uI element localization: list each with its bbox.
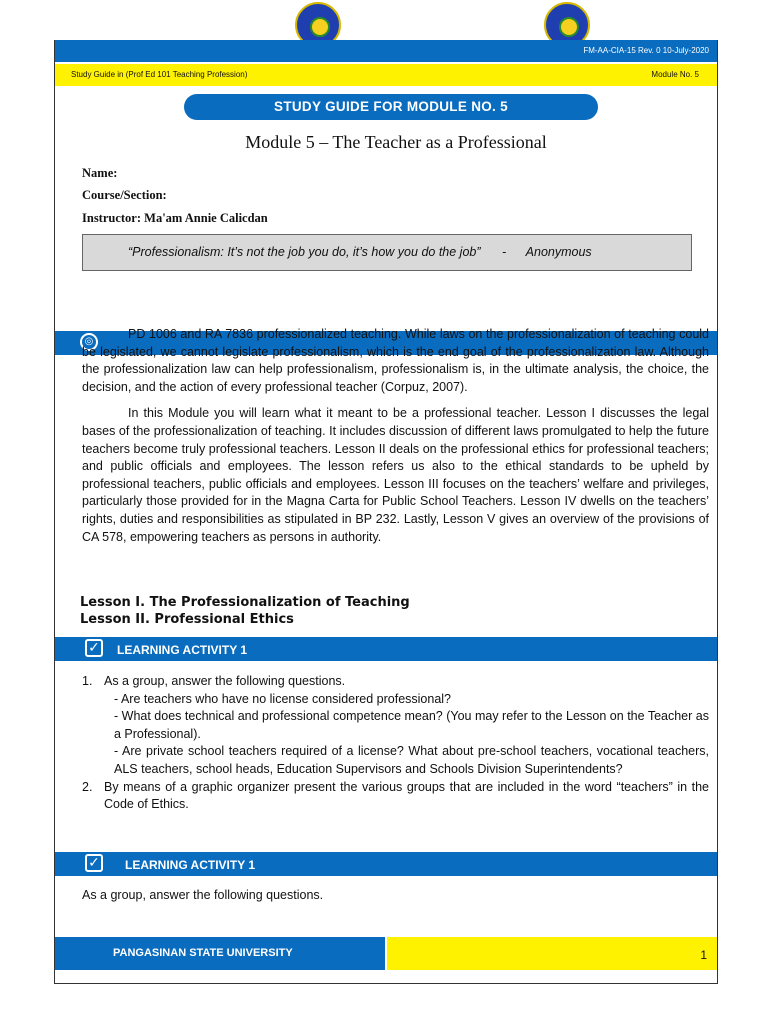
- module-number: Module No. 5: [651, 70, 699, 79]
- activity-label-1: LEARNING ACTIVITY 1: [117, 643, 248, 657]
- sub-item: - Are private school teachers required of a license? What about pre-school teachers, vocational teachers, ALS teachers, school heads, Education Supervisors and Schools Division Superintendents?: [114, 744, 709, 776]
- instructor-field: Instructor: Ma'am Annie Calicdan: [82, 211, 268, 225]
- study-guide-banner: STUDY GUIDE FOR MODULE NO. 5: [184, 94, 598, 120]
- lesson-heading-1: Lesson I. The Professionalization of Teaching: [80, 595, 410, 610]
- sub-item: - What does technical and professional competence mean? (You may refer to the Lesson on the Teacher as a Professional).: [114, 709, 709, 741]
- quote-author: Anonymous: [525, 245, 592, 259]
- list-item: [82, 673, 709, 779]
- quote-text: “Professionalism: It’s not the job you do, it’s how you do the job”: [128, 245, 481, 259]
- intro-section: [82, 326, 709, 546]
- activity-strip-1: [55, 637, 717, 661]
- activity-label-2: LEARNING ACTIVITY 1: [125, 858, 256, 872]
- course-bar: [55, 64, 717, 86]
- checkbox-icon: ✓: [85, 639, 103, 657]
- checkbox-icon: ✓: [85, 854, 103, 872]
- quote-box: [82, 234, 692, 271]
- name-field: Name:: [82, 166, 118, 180]
- target-icon: ◎: [80, 333, 98, 351]
- form-code: FM-AA-CIA-15 Rev. 0 10-July-2020: [55, 40, 717, 62]
- item-number: 1.: [82, 674, 93, 688]
- module-title: Module 5 – The Teacher as a Professional: [245, 132, 547, 152]
- list-item: [82, 779, 709, 814]
- intro-paragraph-1: PD 1006 and RA 7836 professionalized teaching. While laws on the professionalization of teaching could be legislated, we cannot legislate professionalism, which is the end goal of the professionalization law. Although the professionalization law can help professionalism, professionalism is, in the ultimate analysis, the choice, the decision, and the action of every professional teacher (Corpuz, 2007).: [82, 327, 709, 394]
- footer-university: PANGASINAN STATE UNIVERSITY: [55, 937, 385, 970]
- quote-separator: -: [502, 245, 507, 259]
- activity-2-text: As a group, answer the following questions.: [82, 888, 324, 902]
- activity-1-list: [82, 673, 709, 814]
- course-section-field: Course/Section:: [82, 188, 167, 202]
- course-title: Study Guide in (Prof Ed 101 Teaching Profession): [71, 70, 248, 79]
- item-text: As a group, answer the following questions.: [104, 674, 346, 688]
- activity-strip-2: [55, 852, 717, 876]
- page-number: 1: [387, 937, 717, 970]
- lesson-heading-2: Lesson II. Professional Ethics: [80, 612, 294, 627]
- intro-paragraph-2: In this Module you will learn what it meant to be a professional teacher. Lesson I discusses the legal bases of the professionalization of teaching. It includes discussion of different laws promulgated to help the future teachers become truly professional teachers. Lesson II deals on the professional ethics for professional teachers; and public officials and employees. The lesson refers us also to the ethical standards to be upheld by professional teachers, public officials and employees. Lesson III focuses on the teachers’ welfare and privileges, particularly those provided for in the Magna Carta for Public School Teachers. Lesson IV dwells on the teachers’ rights, duties and responsibilities as stipulated in BP 232. Lastly, Lesson V gives an overview of the provisions of CA 578, empowering teachers as persons in authority.: [82, 406, 709, 544]
- item-text: By means of a graphic organizer present the various groups that are included in the word “teachers” in the Code of Ethics.: [104, 779, 709, 812]
- sub-item: - Are teachers who have no license considered professional?: [114, 691, 452, 706]
- item-number: 2.: [82, 779, 93, 794]
